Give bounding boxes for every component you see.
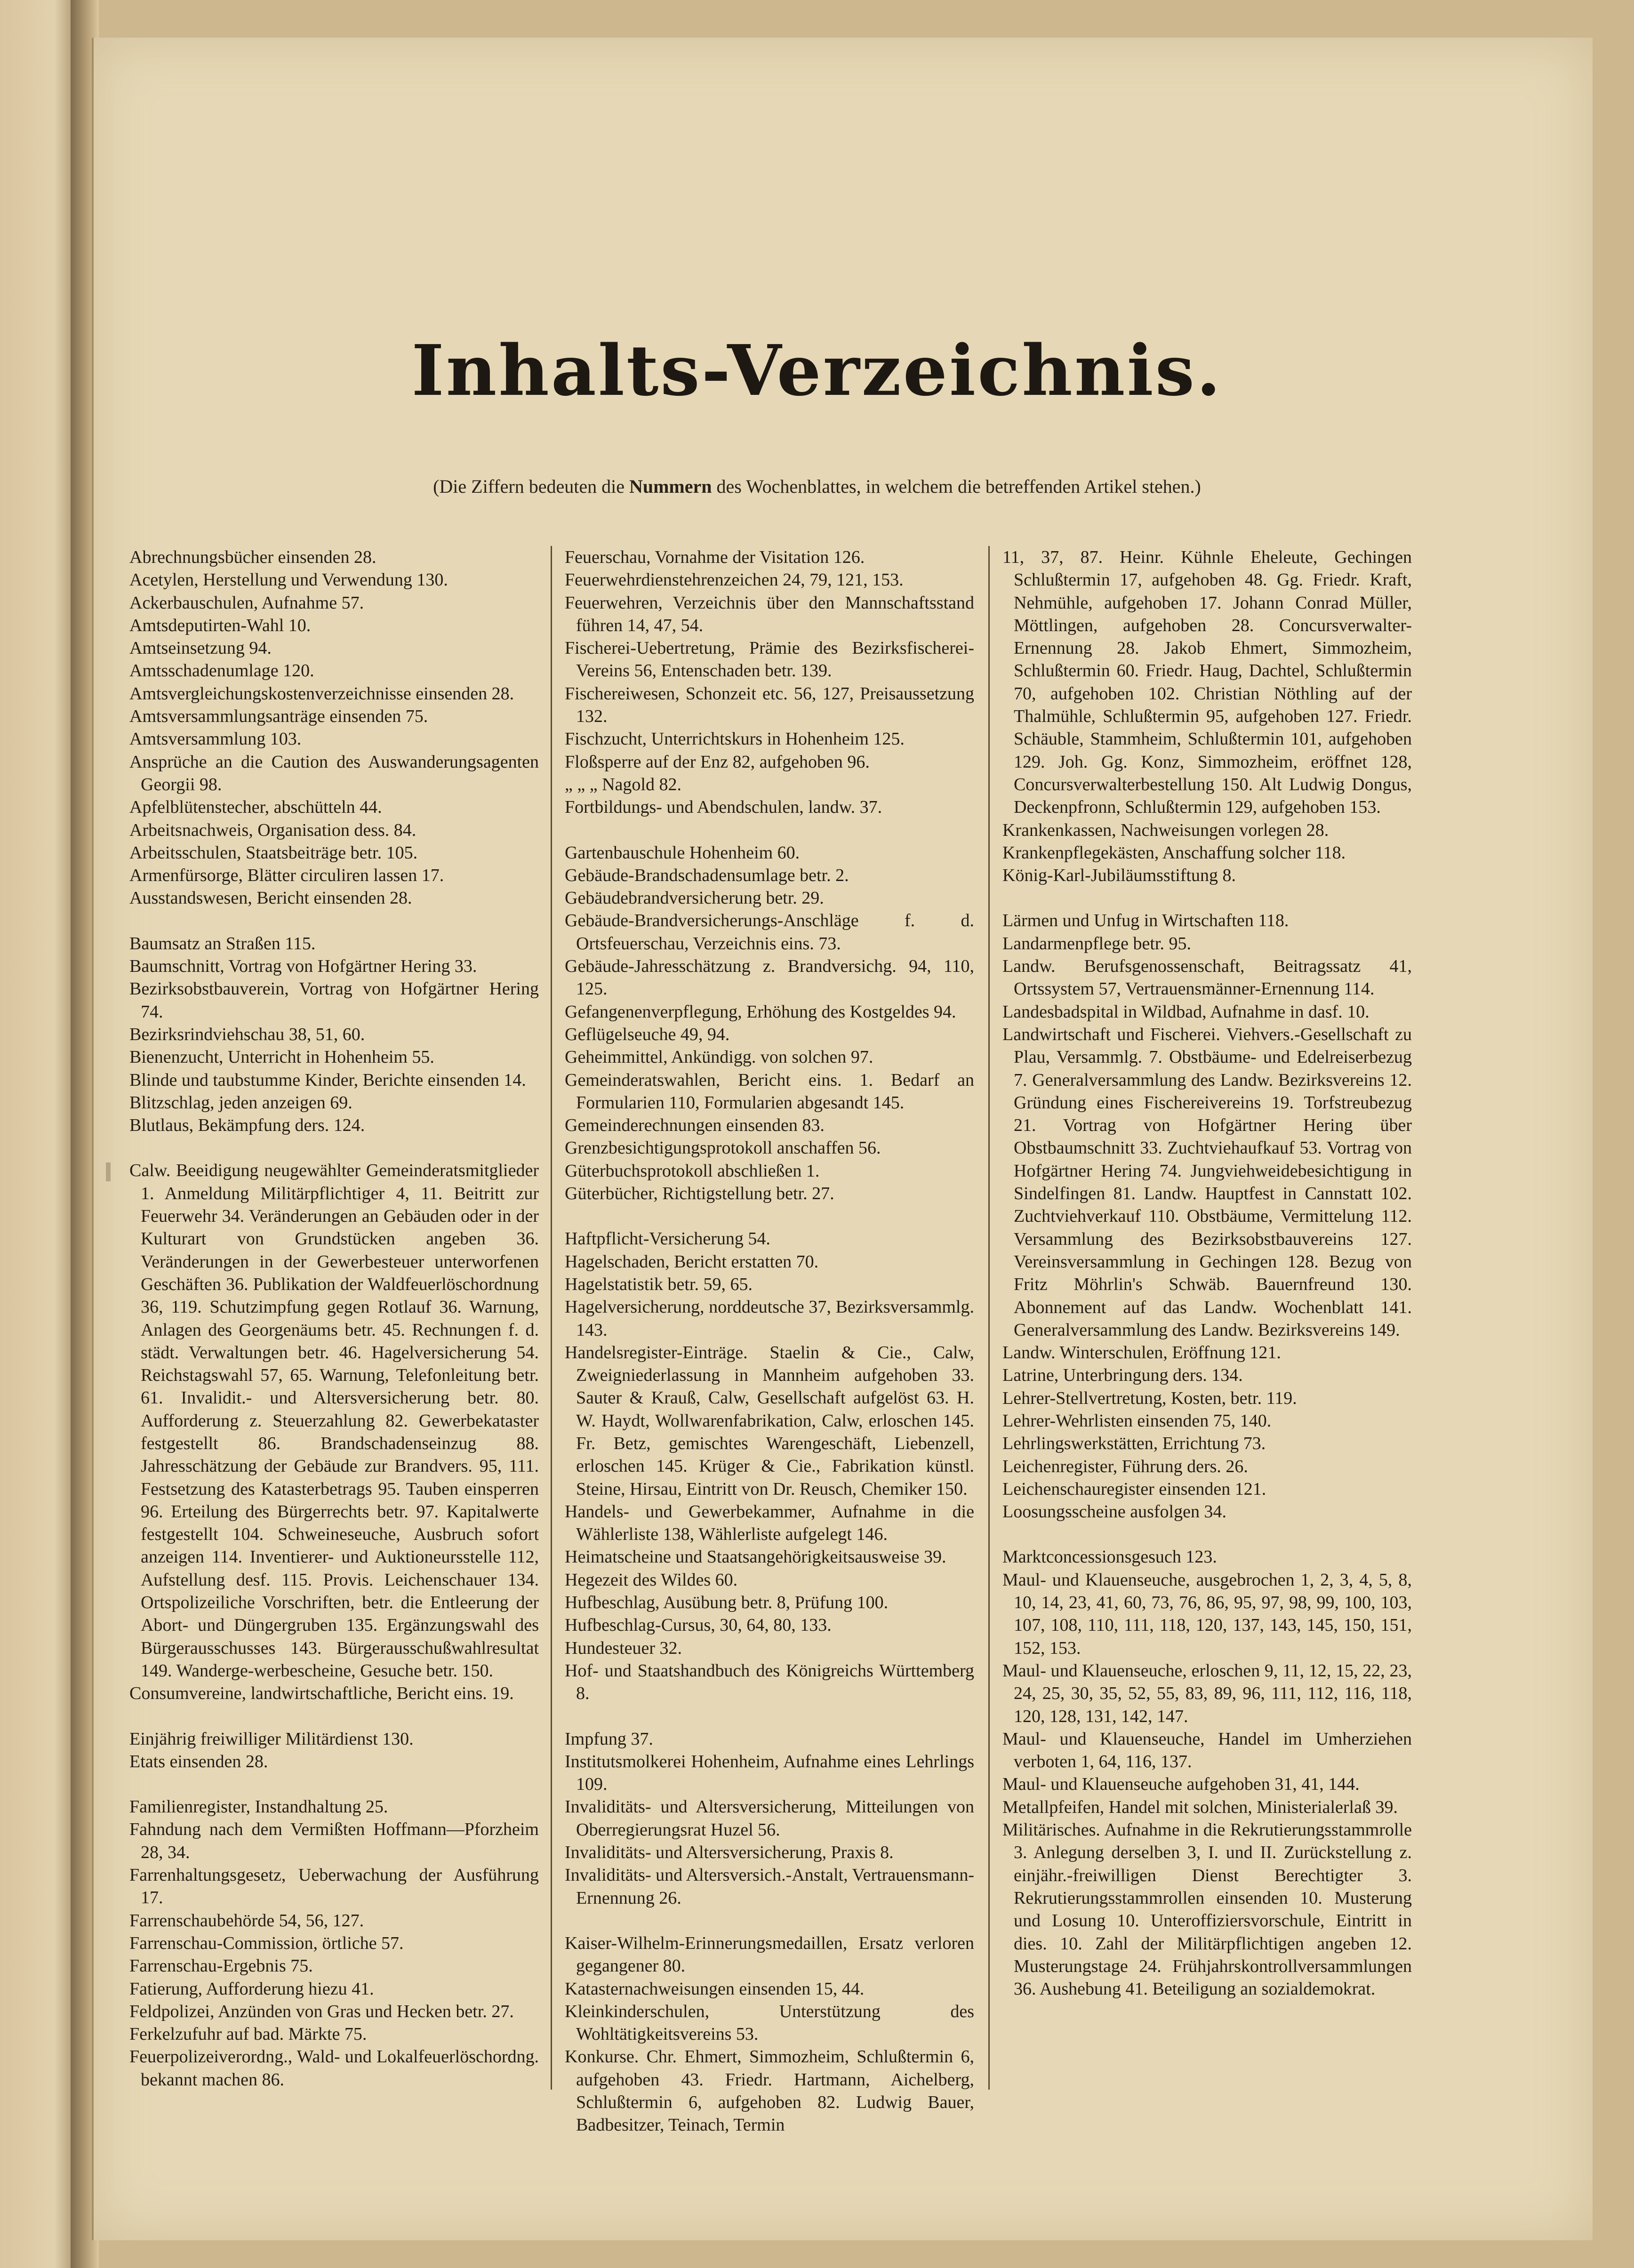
index-entry: Feuerpolizeiverordng., Wald- und Lokalfeuerlöschordng. bekannt machen 86. [129, 2047, 539, 2090]
index-entry: Farrenhaltungsgesetz, Ueberwachung der Ausführung 17. [129, 1865, 539, 1908]
section-gap [129, 1705, 539, 1728]
index-entry: Farrenschaubehörde 54, 56, 127. [129, 1910, 364, 1931]
column-rule-1 [551, 546, 552, 2090]
index-entry: Gefangenenverpflegung, Erhöhung des Kostgeldes 94. [565, 1002, 956, 1022]
index-entry: Maul- und Klauenseuche, ausgebrochen 1, 2, 3, 4, 5, 8, 10, 14, 23, 41, 60, 73, 76, 86, 95, 97, 98, 99, 100, 103, 107, 108, 110, 111, 118, 120, 137, 143, 145, 150, 151, 152, 153. [1002, 1570, 1412, 1658]
index-entry: Amtsschadenumlage 120. [129, 661, 314, 681]
index-entry: Arbeitsschulen, Staatsbeiträge betr. 105. [129, 842, 418, 863]
index-entry: Gemeinderatswahlen, Bericht eins. 1. Bedarf an Formularien 110, Formularien abgesandt 145. [565, 1070, 974, 1113]
index-entry: Maul- und Klauenseuche aufgehoben 31, 41, 144. [1002, 1774, 1360, 1795]
index-entry: Armenfürsorge, Blätter circuliren lassen 17. [129, 866, 444, 886]
index-entry: Abrechnungsbücher einsenden 28. [129, 547, 376, 567]
index-entry: Hundesteuer 32. [565, 1638, 682, 1658]
index-entry: Ackerbauschulen, Aufnahme 57. [129, 593, 364, 613]
index-entry: Gebäude-Jahresschätzung z. Brandversichg. 94, 110, 125. [565, 956, 974, 999]
index-entry: Amtsvergleichungskostenverzeichnisse einsenden 28. [129, 683, 514, 704]
index-entry: Gemeinderechnungen einsenden 83. [565, 1115, 825, 1136]
index-entry: Loosungsscheine ausfolgen 34. [1002, 1502, 1226, 1522]
index-entry: Landw. Winterschulen, Eröffnung 121. [1002, 1343, 1281, 1363]
index-entry: Bienenzucht, Unterricht in Hohenheim 55. [129, 1047, 434, 1067]
index-entry: Güterbücher, Richtigstellung betr. 27. [565, 1184, 834, 1204]
index-entry: Handelsregister-Einträge. Staelin & Cie., Calw, Zweigniederlassung in Mannheim aufgehoben 33. Sauter & Krauß, Calw, Gesellschaft aufgelöst 63. H. W. Haydt, Wollwarenfabrikation, Calw, erloschen 145. Fr. Betz, gemischtes Warengeschäft, Liebenzell, erloschen 145. Krüger & Cie., Fabrikation künstl. Steine, Hirsau, Eintritt von Dr. Reusch, Chemiker 150. [565, 1342, 974, 1499]
index-entry: Lehrer-Wehrlisten einsenden 75, 140. [1002, 1410, 1272, 1431]
subtitle-bold: Nummern [629, 476, 712, 497]
index-entry: Einjährig freiwilliger Militärdienst 130. [129, 1729, 414, 1749]
index-entry: Lärmen und Unfug in Wirtschaften 118. [1002, 911, 1289, 931]
index-entry: König-Karl-Jubiläumsstiftung 8. [1002, 866, 1236, 886]
index-entry: Feuerwehren, Verzeichnis über den Mannschaftsstand führen 14, 47, 54. [565, 593, 974, 635]
index-entry: Familienregister, Instandhaltung 25. [129, 1797, 388, 1817]
index-entry: Consumvereine, landwirtschaftliche, Bericht eins. 19. [129, 1683, 514, 1704]
index-entry: Landesbadspital in Wildbad, Aufnahme in dasf. 10. [1002, 1002, 1370, 1022]
index-entry: Geflügelseuche 49, 94. [565, 1024, 730, 1044]
index-entry: Ferkelzufuhr auf bad. Märkte 75. [129, 2024, 367, 2044]
index-entry: Krankenkassen, Nachweisungen vorlegen 28. [1002, 820, 1329, 840]
index-entry: Katasternachweisungen einsenden 15, 44. [565, 1979, 865, 1999]
index-entry: Fischereiwesen, Schonzeit etc. 56, 127, Preisaussetzung 132. [565, 683, 974, 727]
index-entry: Latrine, Unterbringung ders. 134. [1002, 1365, 1243, 1386]
index-entry: Kaiser-Wilhelm-Erinnerungsmedaillen, Ersatz verloren gegangener 80. [565, 1933, 974, 1976]
index-column-2 [565, 546, 974, 2137]
index-column-3 [1002, 546, 1412, 2000]
paper-blemish [106, 1162, 111, 1181]
index-entry: Gebäude-Brandversicherungs-Anschläge f. d. Ortsfeuerschau, Verzeichnis eins. 73. [565, 911, 974, 954]
index-entry: Blitzschlag, jeden anzeigen 69. [129, 1092, 352, 1113]
index-entry: „ „ „ Nagold 82. [565, 774, 681, 794]
index-entry: Grenzbesichtigungsprotokoll anschaffen 56. [565, 1138, 881, 1158]
index-entry: Institutsmolkerei Hohenheim, Aufnahme eines Lehrlings 109. [565, 1751, 974, 1795]
index-entry: Baumschnitt, Vortrag von Hofgärtner Hering 33. [129, 956, 477, 977]
index-entry: Marktconcessionsgesuch 123. [1002, 1547, 1217, 1567]
index-entry: Etats einsenden 28. [129, 1751, 268, 1771]
index-entry: Metallpfeifen, Handel mit solchen, Ministerialerlaß 39. [1002, 1797, 1398, 1817]
index-entry: Militärisches. Aufnahme in die Rekrutierungsstammrolle 3. Anlegung derselben 3, I. und II. Zurückstellung z. einjähr.-freiwilligen Dienst Berechtigter 3. Rekrutierungsstammrollen einsenden 10. Musterung und Losung 10. Unteroffiziersvorschule, Eintritt in dies. 10. Zahl der Militärpflichtigen angeben 12. Musterungstage 24. Frühjahrskontrollversammlungen 36. Aushebung 41. Beteiligung an sozialdemokrat. [1002, 1820, 1412, 1999]
index-entry: Ansprüche an die Caution des Auswanderungsagenten Georgii 98. [129, 752, 539, 794]
section-gap [565, 1909, 974, 1932]
index-entry: Fatierung, Aufforderung hiezu 41. [129, 1979, 374, 1999]
section-gap [129, 1137, 539, 1159]
index-entry: Gartenbauschule Hohenheim 60. [565, 842, 800, 863]
section-gap [565, 1705, 974, 1728]
index-entry: Hagelstatistik betr. 59, 65. [565, 1274, 753, 1294]
index-entry: Acetylen, Herstellung und Verwendung 130. [129, 570, 448, 590]
index-entry: Heimatscheine und Staatsangehörigkeitsausweise 39. [565, 1547, 946, 1567]
index-entry: Hegezeit des Wildes 60. [565, 1570, 738, 1590]
index-entry: Lehrer-Stellvertretung, Kosten, betr. 119. [1002, 1388, 1297, 1408]
index-entry: Baumsatz an Straßen 115. [129, 933, 316, 954]
section-gap [1002, 887, 1412, 909]
index-entry: Invaliditäts- und Altersversicherung, Mitteilungen von Oberregierungsrat Huzel 56. [565, 1797, 974, 1840]
index-entry: Güterbuchsprotokoll abschließen 1. [565, 1161, 820, 1181]
index-entry: Invaliditäts- und Altersversich.-Anstalt, Vertrauensmann-Ernennung 26. [565, 1865, 974, 1908]
index-entry: Hagelversicherung, norddeutsche 37, Bezirksversammlg. 143. [565, 1297, 974, 1340]
subtitle-post: des Wochenblattes, in welchem die betreffenden Artikel stehen.) [712, 476, 1201, 497]
section-gap [565, 819, 974, 841]
index-entry: Landarmenpflege betr. 95. [1002, 933, 1191, 954]
section-gap [129, 1773, 539, 1795]
index-entry: Apfelblütenstecher, abschütteln 44. [129, 797, 382, 817]
index-entry: Hufbeschlag-Cursus, 30, 64, 80, 133. [565, 1615, 832, 1635]
index-entry: Fahndung nach dem Vermißten Hoffmann—Pforzheim 28, 34. [129, 1819, 539, 1862]
index-entry: Amtsdeputirten-Wahl 10. [129, 615, 311, 635]
index-entry: Haftpflicht-Versicherung 54. [565, 1229, 770, 1249]
index-entry: Blinde und taubstumme Kinder, Berichte einsenden 14. [129, 1070, 526, 1090]
section-gap [129, 910, 539, 932]
index-entry: Kleinkinderschulen, Unterstützung des Wohltätigkeitsvereins 53. [565, 2001, 974, 2044]
index-entry: Leichenschauregister einsenden 121. [1002, 1479, 1266, 1499]
index-entry: Farrenschau-Commission, örtliche 57. [129, 1933, 404, 1953]
index-entry: Maul- und Klauenseuche, erloschen 9, 11, 12, 15, 22, 23, 24, 25, 30, 35, 52, 55, 83, 89, 96, 111, 112, 116, 118, 120, 128, 131, 142, 147. [1002, 1660, 1412, 1726]
index-entry: Landwirtschaft und Fischerei. Viehvers.-Gesellschaft zu Plau, Versammlg. 7. Obstbäume- und Edelreiserbezug 7. Generalversammlung des Landw. Bezirksvereins 12. Gründung eines Fischereivereins 19. Torfstreubezug 21. Vortrag von Hofgärtner Hering über Obstbaumschnitt 33. Zuchtviehaufkauf 53. Vortrag von Hofgärtner Hering 74. Jungviehweidebesichtigung in Sindelfingen 81. Landw. Hauptfest in Cannstatt 102. Zuchtviehverkauf 110. Obstbäume, Vermittelung 112. Versammlung des Bezirksobstbauvereins 127. Vereinsversammlung in Gechingen 128. Bezug von Fritz Möhrlin's Schwäb. Bauernfreund 130. Abonnement auf das Landw. Wochenblatt 141. Generalversammlung des Landw. Bezirksvereins 149. [1002, 1024, 1412, 1340]
index-entry: Amtseinsetzung 94. [129, 638, 272, 658]
page-title: Inhalts-Verzeichnis. [411, 329, 1223, 411]
index-entry: Hufbeschlag, Ausübung betr. 8, Prüfung 100. [565, 1593, 889, 1613]
index-entry: Bezirksrindviehschau 38, 51, 60. [129, 1024, 365, 1044]
index-entry: Ausstandswesen, Bericht einsenden 28. [129, 888, 412, 908]
index-entry: Amtsversammlungsanträge einsenden 75. [129, 706, 428, 727]
index-entry: Invaliditäts- und Altersversicherung, Praxis 8. [565, 1843, 894, 1863]
index-entry: Fischerei-Uebertretung, Prämie des Bezirksfischerei-Vereins 56, Entenschaden betr. 139. [565, 638, 974, 681]
index-entry: Konkurse. Chr. Ehmert, Simmozheim, Schlußtermin 6, aufgehoben 43. Friedr. Hartmann, Aichelberg, Schlußtermin 6, aufgehoben 82. Ludwig Bauer, Badbesitzer, Teinach, Termin [565, 2047, 974, 2135]
index-entry: Hagelschaden, Bericht erstatten 70. [565, 1251, 819, 1272]
page-subtitle [0, 475, 1634, 497]
index-entry: Gebäude-Brandschadensumlage betr. 2. [565, 865, 849, 885]
index-entry: Handels- und Gewerbekammer, Aufnahme in die Wählerliste 138, Wählerliste aufgelegt 146. [565, 1501, 974, 1545]
index-entry: Arbeitsnachweis, Organisation dess. 84. [129, 820, 417, 840]
index-entry: Feuerwehrdienstehrenzeichen 24, 79, 121, 153. [565, 570, 904, 590]
index-entry: Amtsversammlung 103. [129, 729, 302, 749]
index-entry: Gebäudebrandversicherung betr. 29. [565, 888, 824, 908]
index-entry: Krankenpflegekästen, Anschaffung solcher 118. [1002, 842, 1346, 863]
index-entry: Calw. Beeidigung neugewählter Gemeinderatsmitglieder 1. Anmeldung Militärpflichtiger 4, 11. Beitritt zur Feuerwehr 34. Veränderungen an Gebäuden oder in der Kulturart von Grundstücken angeben 36. Veränderungen in der Gewerbesteuer unterworfenen Geschäften 36. Publikation der Waldfeuerlöschordnung 36, 119. Schutzimpfung gegen Rotlauf 36. Warnung, Anlagen des Georgenäums betr. 45. Rechnungen f. d. städt. Verwaltungen betr. 46. Hagelversicherung 54. Reichstagswahl 57, 65. Warnung, Telefonleitung betr. 61. Invalidit.- und Altersversicherung betr. 80. Aufforderung z. Steuerzahlung 82. Gewerbekataster festgestellt 86. Brandschadenseinzug 88. Jahresschätzung der Gebäude zur Brandvers. 95, 111. Festsetzung des Katasterbetrags 95. Tauben einsperren 96. Erteilung des Bürgerrechts betr. 97. Kapitalwerte festgestellt 104. Schweineseuche, Ausbruch sofort anzeigen 114. Inventierer- und Auktioneursstelle 112, Aufstellung desf. 115. Provis. Leichenschauer 134. Ortspolizeiliche Vorschriften, betr. die Entleerung der Abort- und Düngergruben 135. Ergänzungswahl des Bürgerausschusses 143. Bürgerausschußwahlresultat 149. Wanderge-werbescheine, Gesuche betr. 150. [129, 1161, 539, 1681]
index-entry: Hof- und Staatshandbuch des Königreichs Württemberg 8. [565, 1660, 974, 1704]
index-entry: Feldpolizei, Anzünden von Gras und Hecken betr. 27. [129, 2001, 514, 2021]
subtitle-pre: (Die Ziffern bedeuten die [433, 476, 629, 497]
index-column-1 [129, 546, 539, 2091]
index-entry: Blutlaus, Bekämpfung ders. 124. [129, 1115, 365, 1136]
index-entry: Bezirksobstbauverein, Vortrag von Hofgärtner Hering 74. [129, 979, 539, 1022]
index-entry: Landw. Berufsgenossenschaft, Beitragssatz 41, Ortssystem 57, Vertrauensmänner-Ernennung 114. [1002, 956, 1412, 999]
index-entry: Fortbildungs- und Abendschulen, landw. 37. [565, 797, 882, 817]
section-gap [1002, 1523, 1412, 1546]
index-entry: Feuerschau, Vornahme der Visitation 126. [565, 547, 865, 567]
index-entry: Geheimmittel, Ankündigg. von solchen 97. [565, 1047, 873, 1067]
index-entry: Maul- und Klauenseuche, Handel im Umherziehen verboten 1, 64, 116, 137. [1002, 1729, 1412, 1772]
column-rule-2 [988, 546, 990, 2090]
index-entry: Farrenschau-Ergebnis 75. [129, 1956, 313, 1976]
section-gap [565, 1205, 974, 1227]
index-entry: 11, 37, 87. Heinr. Kühnle Eheleute, Gechingen Schlußtermin 17, aufgehoben 48. Gg. Friedr. Kraft, Nehmühle, aufgehoben 17. Johann Conrad Müller, Möttlingen, aufgehoben 28. Concursverwalter-Ernennung 28. Jakob Ehmert, Simmozheim, Schlußtermin 60. Friedr. Haug, Dachtel, Schlußtermin 70, aufgehoben 102. Christian Nöthling auf der Thalmühle, Schlußtermin 95, aufgehoben 127. Friedr. Schäuble, Stammheim, Schlußtermin 101, aufgehoben 129. Joh. Gg. Konz, Simmozheim, eröffnet 128, Concursverwalterbestellung 150. Alt Ludwig Dongus, Deckenpfronn, Schlußtermin 129, aufgehoben 153. [1002, 547, 1412, 817]
index-entry: Floßsperre auf der Enz 82, aufgehoben 96. [565, 752, 870, 772]
index-entry: Impfung 37. [565, 1729, 653, 1749]
index-entry: Fischzucht, Unterrichtskurs in Hohenheim 125. [565, 729, 905, 749]
index-entry: Leichenregister, Führung ders. 26. [1002, 1456, 1248, 1476]
index-entry: Lehrlingswerkstätten, Errichtung 73. [1002, 1434, 1266, 1454]
